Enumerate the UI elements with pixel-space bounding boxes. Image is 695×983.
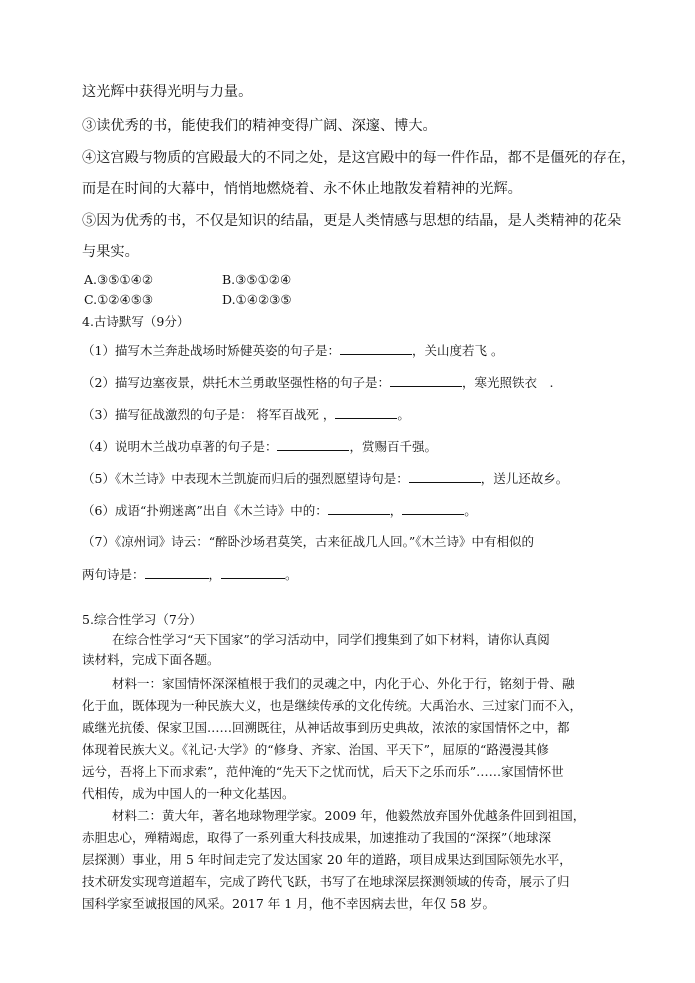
- material-2-line1: 材料二：黄大年，著名地球物理学家。2009 年，他毅然放弃国外优越条件回到祖国，: [112, 808, 586, 823]
- answer-blank[interactable]: [335, 404, 397, 419]
- q4-s2-tail: ，寒光照铁衣 .: [461, 375, 554, 390]
- q4-s3-prompt: （3）描写征战激烈的句子是： 将军百战死 ，: [82, 407, 336, 422]
- q4-s7-tail: 。: [285, 567, 298, 582]
- q4-sentence-6: [82, 500, 477, 521]
- answer-blank[interactable]: [221, 564, 285, 579]
- passage-item-4-line2: 而是在时间的大幕中，悄悄地燃烧着、永不休止地散发着精神的光辉。: [82, 181, 522, 197]
- material-1-line4: 体现着民族大义。《礼记·大学》的“修身、齐家、治国、平天下”，屈原的“路漫漫其修: [82, 742, 549, 757]
- passage-item-5-line2: 与果实。: [82, 244, 139, 260]
- q4-s6-prompt: （6）成语“扑朔迷离”出自《木兰诗》中的：: [82, 503, 328, 518]
- q4-s1-prompt: （1）描写木兰奔赴战场时矫健英姿的句子是：: [82, 343, 340, 358]
- material-1-line3: 戚继光抗倭、保家卫国……回溯既往，从神话故事到历史典故，浓浓的家国情怀之中，都: [82, 720, 570, 735]
- q4-s7-sep: ，: [208, 567, 222, 582]
- answer-blank[interactable]: [340, 340, 412, 355]
- answer-blank[interactable]: [402, 500, 464, 515]
- answer-blank[interactable]: [277, 436, 349, 451]
- option-b: B.③⑤①②④: [222, 272, 292, 287]
- q4-sentence-3: [82, 404, 410, 425]
- q5-intro-line1: 在综合性学习“天下国家”的学习活动中，同学们搜集到了如下材料，请你认真阅: [112, 632, 550, 647]
- q4-s5-prompt: （5）《木兰诗》中表现木兰凯旋而归后的强烈愿望诗句是：: [82, 471, 409, 486]
- q4-s3-tail: 。: [397, 407, 410, 422]
- material-2-line4: 技术研发实现弯道超车，完成了跨代飞跃，书写了在地球深层探测领域的传奇，展示了归: [82, 874, 570, 889]
- option-c: C.①②④⑤③: [84, 292, 154, 307]
- material-2-line5: 国科学家至诚报国的风采。2017 年 1 月，他不幸因病去世，年仅 58 岁。: [82, 896, 496, 911]
- q4-s4-prompt: （4）说明木兰战功卓著的句子是：: [82, 439, 278, 454]
- answer-blank[interactable]: [409, 468, 481, 483]
- material-1-line1: 材料一：家国情怀深深植根于我们的灵魂之中，内化于心、外化于行，铭刻于骨、融: [112, 676, 575, 691]
- q4-sentence-7-line1: （7）《凉州词》诗云：“醉卧沙场君莫笑，古来征战几人回。”《木兰诗》中有相似的: [82, 534, 534, 549]
- q4-sentence-4: [82, 436, 437, 457]
- q4-sentence-1: [82, 340, 503, 361]
- material-1-line6: 代相传，成为中国人的一种文化基因。: [82, 786, 295, 801]
- q4-sentence-5: [82, 468, 568, 489]
- answer-blank[interactable]: [390, 372, 462, 387]
- passage-item-4-line1: ④这宫殿与物质的宫殿最大的不同之处，是这宫殿中的每一件作品，都不是僵死的存在，: [82, 150, 636, 166]
- q5-intro-line2: 读材料，完成下面各题。: [82, 652, 220, 667]
- question-4-title: 4.古诗默写（9分）: [82, 314, 190, 329]
- material-1-line5: 远兮，吾将上下而求索”，范仲淹的“先天下之忧而忧，后天下之乐而乐”……家国情怀世: [82, 764, 564, 779]
- material-1-line2: 化于血，既体现为一种民族大义，也是继续传承的文化传统。大禹治水、三过家门而不入，: [82, 698, 583, 713]
- q4-sentence-7-line2: [82, 564, 298, 585]
- q4-s5-tail: ，送儿还故乡。: [480, 471, 569, 486]
- option-a: A.③⑤①④②: [84, 272, 154, 287]
- passage-item-3: ③读优秀的书，能使我们的精神变得广阔、深邃、博大。: [82, 118, 437, 134]
- answer-blank[interactable]: [145, 564, 209, 579]
- q4-s4-tail: ，赏赐百千强。: [349, 439, 437, 454]
- option-d: D.①④②③⑤: [222, 292, 292, 307]
- q4-s6-tail: 。: [464, 503, 477, 518]
- material-2-line2: 赤胆忠心，殚精竭虑，取得了一系列重大科技成果，加速推动了我国的“深探”（地球深: [82, 830, 552, 845]
- q4-s1-tail: ，关山度若飞 。: [411, 343, 504, 358]
- q4-sentence-2: [82, 372, 553, 393]
- q4-s2-prompt: （2）描写边塞夜景，烘托木兰勇敢坚强性格的句子是：: [82, 375, 390, 390]
- passage-item-5-line1: ⑤因为优秀的书，不仅是知识的结晶，更是人类情感与思想的结晶，是人类精神的花朵: [82, 213, 622, 229]
- q4-s7-prompt: 两句诗是：: [82, 567, 145, 582]
- q4-s6-sep: ，: [389, 503, 403, 518]
- material-2-line3: 层探测）事业，用 5 年时间走完了发达国家 20 年的道路，项目成果达到国际领先水平，: [82, 852, 572, 867]
- passage-line: 这光辉中获得光明与力量。: [82, 84, 253, 100]
- answer-blank[interactable]: [328, 500, 390, 515]
- question-5-title: 5.综合性学习（7分）: [82, 612, 202, 627]
